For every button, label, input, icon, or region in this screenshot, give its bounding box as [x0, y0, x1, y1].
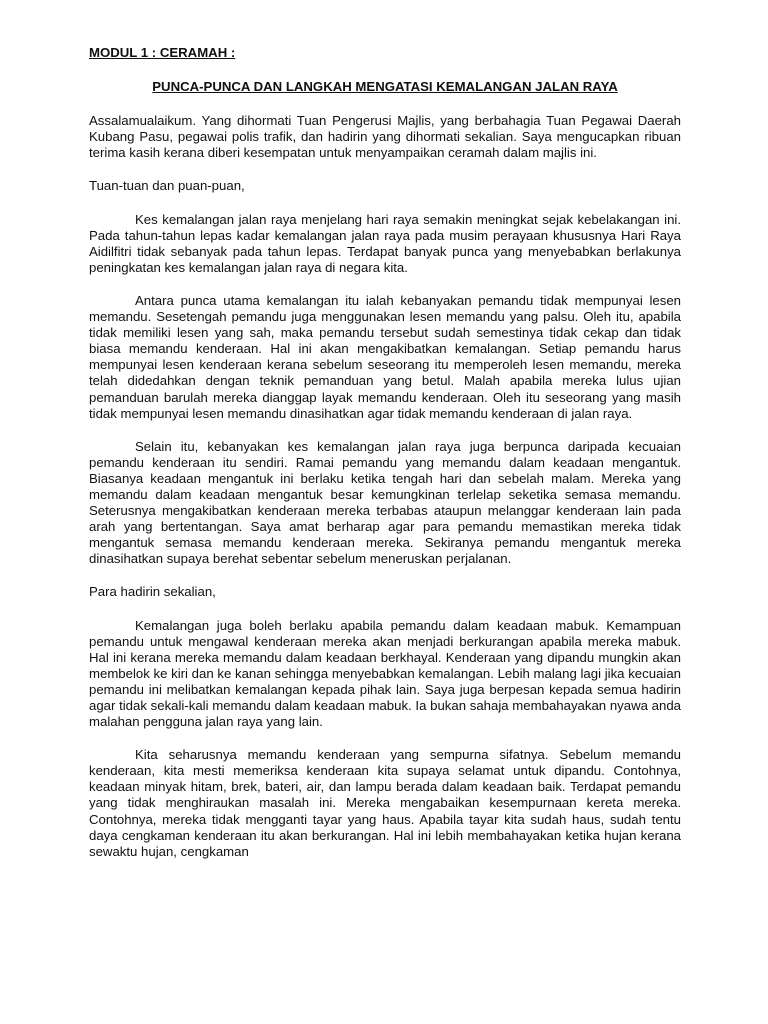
module-heading: MODUL 1 : CERAMAH : — [89, 45, 236, 60]
paragraph-introduction: Kes kemalangan jalan raya menjelang hari raya semakin meningkat sejak kebelakangan ini. Pada tahun-tahun lepas kadar kemalangan jalan raya pada musim perayaan khususnya Hari Raya Aidilfitri tidak sebanyak pada tahun lepas. Terdapat banyak punca yang menyebabkan berlakunya peningkatan kes kemalangan jalan raya di negara kita. — [89, 211, 681, 275]
paragraph-drunk-driving: Kemalangan juga boleh berlaku apabila pemandu dalam keadaan mabuk. Kemampuan pemandu untuk mengawal kenderaan mereka akan menjadi berkurangan apabila mereka mabuk. Hal ini kerana mereka memandu dalam keadaan berkhayal. Kenderaan yang dipandu mungkin akan membelok ke kiri dan ke kanan sehingga menyebabkan kemalangan. Lebih malang lagi jika kecuaian pemandu ini melibatkan kemalangan kepada pihak lain. Saya juga berpesan kepada semua hadirin agar tidak sekali-kali memandu dalam keadaan mabuk. Ia bukan sahaja membahayakan nyawa anda malahan pengguna jalan raya yang lain. — [89, 617, 681, 730]
paragraph-licence: Antara punca utama kemalangan itu ialah kebanyakan pemandu tidak mempunyai lesen memandu. Sesetengah pemandu juga menggunakan lesen memandu yang palsu. Oleh itu, apabila tidak memiliki lesen yang sah, maka pemandu tersebut sudah semestinya tidak cekap dan tidak biasa memandu kenderaan. Hal ini akan mengakibatkan kemalangan. Setiap pemandu harus mempunyai lesen kenderaan kerana sebelum seseorang itu memperoleh lesen memandu, mereka telah didedahkan dengan teknik pemanduan yang betul. Malah apabila mereka lulus ujian pemanduan barulah mereka dianggap layak memandu kenderaan. Oleh itu seseorang yang masih tidak mempunyai lesen memandu dinasihatkan agar tidak memandu kenderaan di jalan raya. — [89, 292, 681, 421]
salutation-tuan-puan: Tuan-tuan dan puan-puan, — [89, 178, 245, 194]
paragraph-drowsy-driving: Selain itu, kebanyakan kes kemalangan jalan raya juga berpunca daripada kecuaian pemandu kenderaan itu sendiri. Ramai pemandu yang memandu dalam keadaan mengantuk. Biasanya keadaan mengantuk ini berlaku ketika tengah hari dan sebelah malam. Mereka yang memandu dalam keadaan mengantuk besar kemungkinan terlelap seketika semasa memandu. Seterusnya mengakibatkan kenderaan mereka terbabas ataupun melanggar kenderaan lain pada arah yang bertentangan. Saya amat berharap agar para pemandu memastikan mereka tidak mengantuk semasa memandu kenderaan mereka. Sekiranya pemandu mengantuk mereka dinasihatkan supaya berehat sebentar sebelum meneruskan perjalanan. — [89, 438, 681, 567]
document-title: PUNCA-PUNCA DAN LANGKAH MENGATASI KEMALANGAN JALAN RAYA — [152, 79, 618, 95]
salutation-hadirin: Para hadirin sekalian, — [89, 584, 216, 600]
document-page — [89, 40, 681, 860]
paragraph-vehicle-condition: Kita seharusnya memandu kenderaan yang sempurna sifatnya. Sebelum memandu kenderaan, kita mesti memeriksa kenderaan kita supaya selamat untuk dipandu. Contohnya, keadaan minyak hitam, brek, bateri, air, dan lampu berada dalam keadaan baik. Terdapat pemandu yang tidak menghiraukan masalah ini. Mereka mengabaikan kesempurnaan kereta mereka. Contohnya, mereka tidak mengganti tayar yang haus. Apabila tayar kita sudah haus, sudah tentu daya cengkaman kenderaan itu akan berkurangan. Hal ini lebih membahayakan ketika hujan kerana sewaktu hujan, cengkaman — [89, 747, 681, 859]
paragraph-greeting: Assalamualaikum. Yang dihormati Tuan Pengerusi Majlis, yang berbahagia Tuan Pegawai Daerah Kubang Pasu, pegawai polis trafik, dan hadirin yang dihormati sekalian. Saya mengucapkan ribuan terima kasih kerana diberi kesempatan untuk menyampaikan ceramah dalam majlis ini. — [89, 113, 681, 161]
